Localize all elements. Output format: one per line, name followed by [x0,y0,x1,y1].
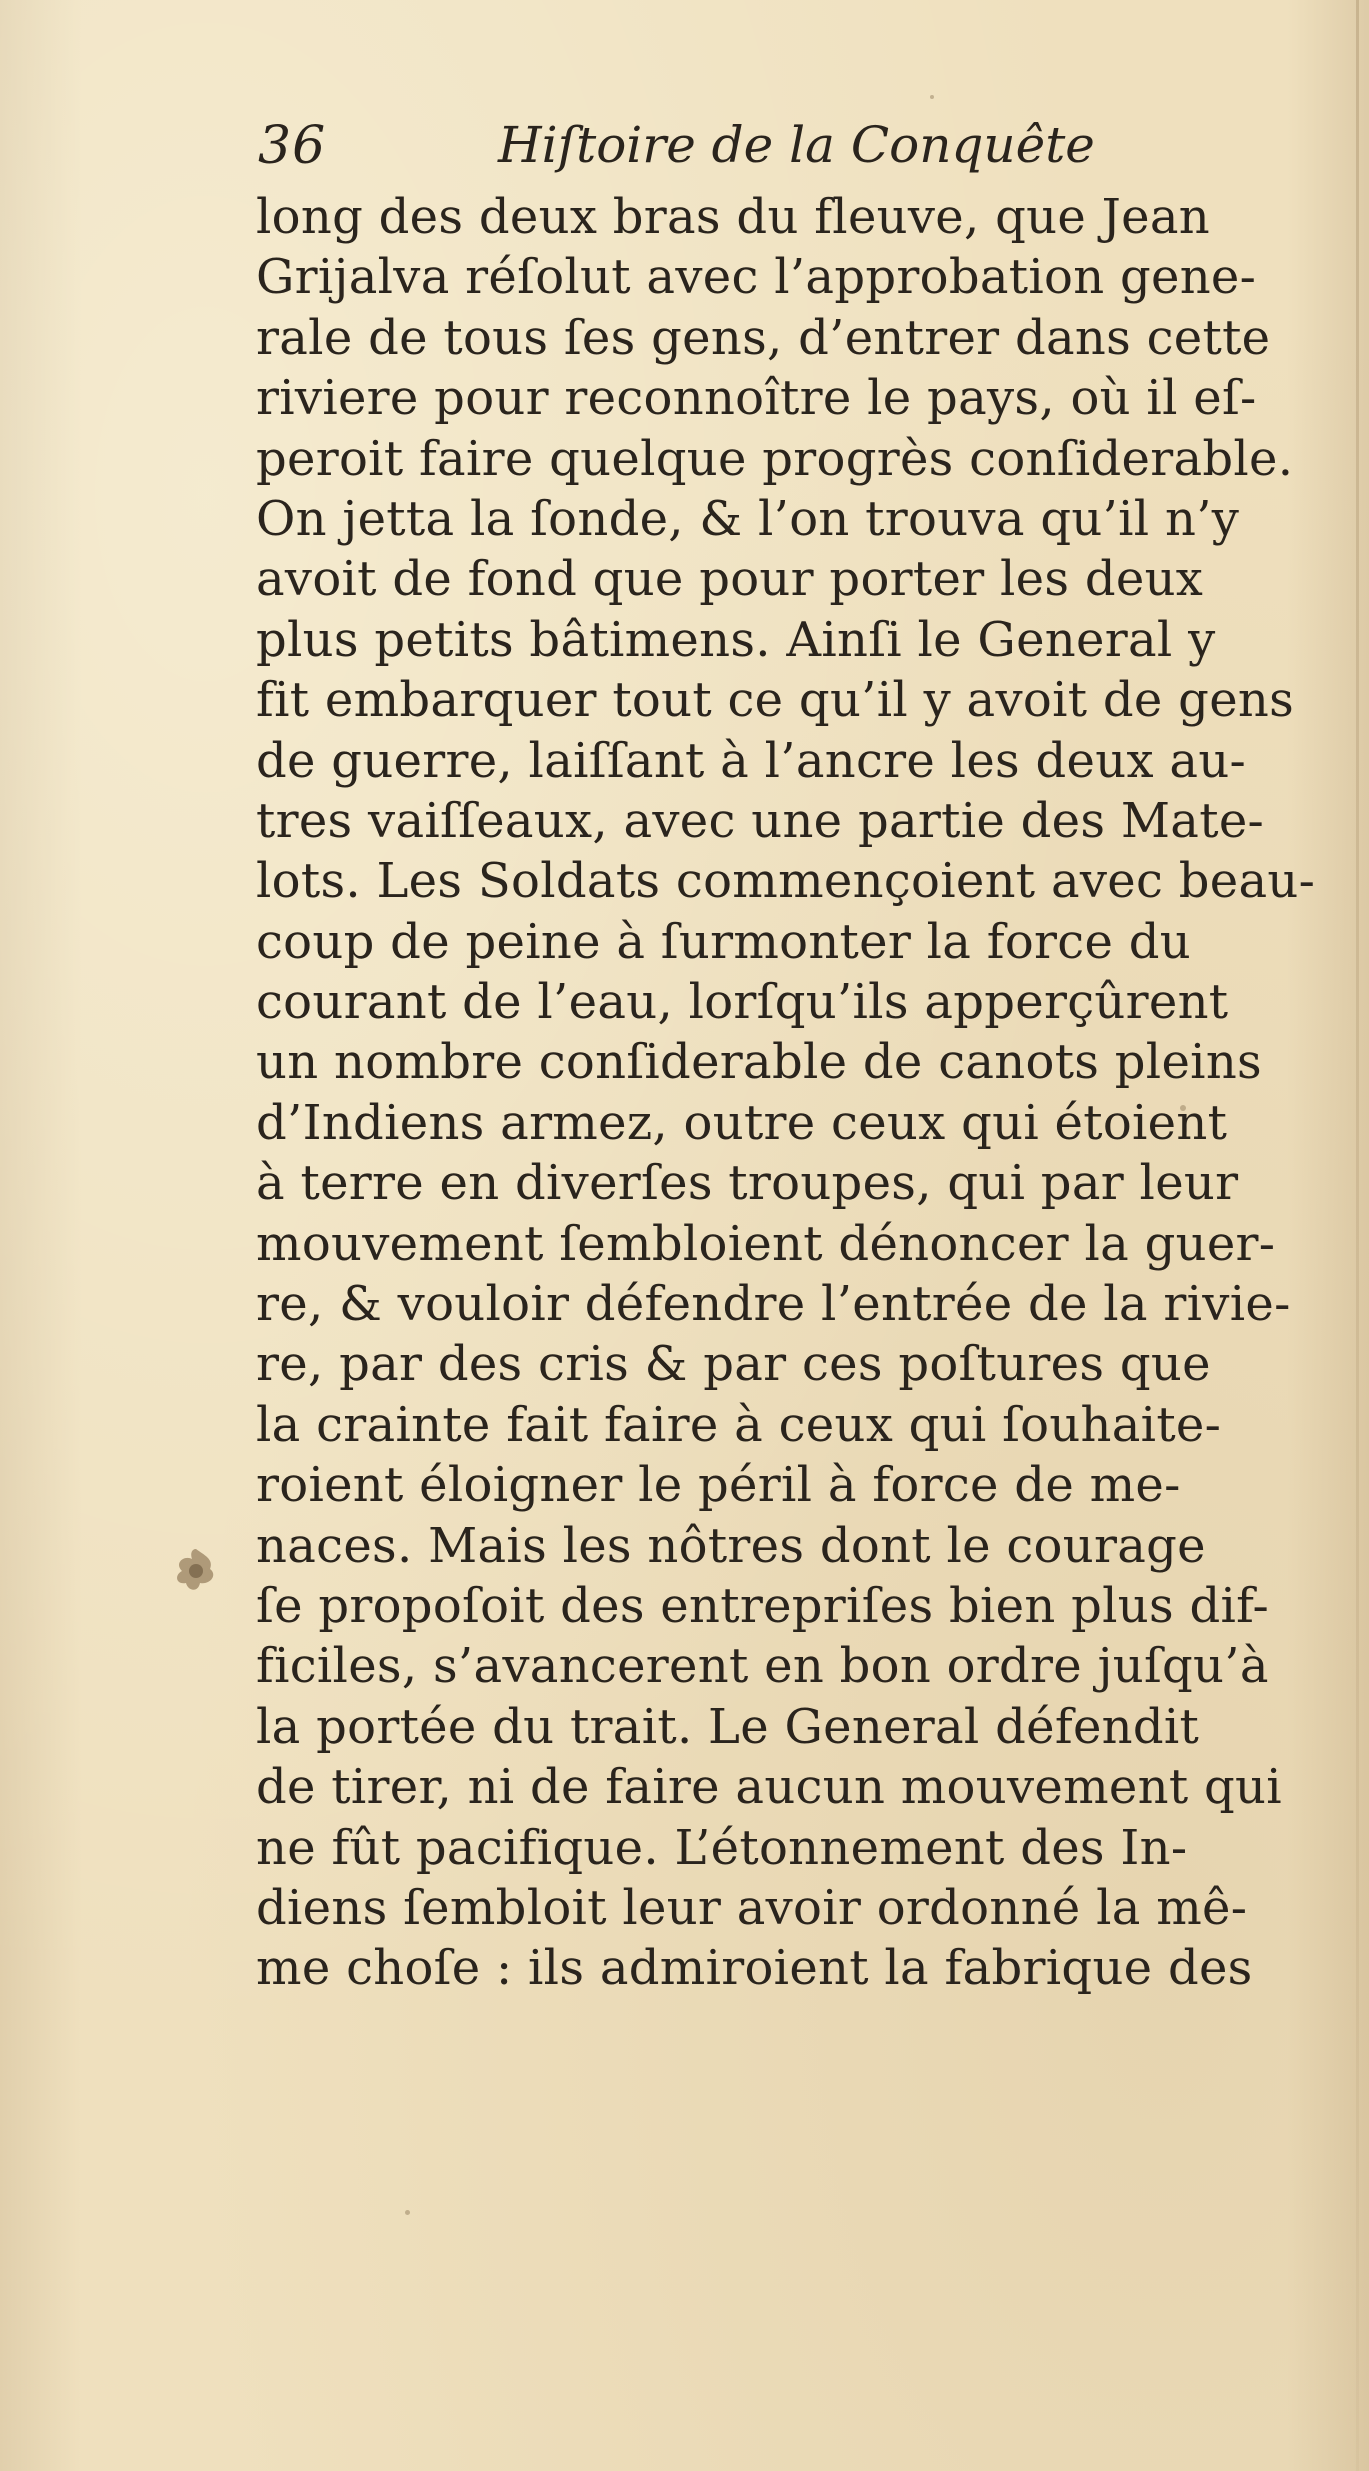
text-line: peroit faire quelque progrès conſiderable. [256,430,1294,487]
text-line: ſe propoſoit des entrepriſes bien plus dif- [256,1577,1270,1634]
text-line: re, & vouloir défendre l’entrée de la rivie- [256,1276,1291,1333]
text-line: riviere pour reconnoître le pays, où il eſ- [256,370,1257,427]
text-line: Grijalva réſolut avec l’approbation gene- [256,249,1257,306]
text-line: plus petits bâtimens. Ainſi le General y [256,611,1216,668]
text-line: ne fût pacifique. L’étonnement des In- [256,1819,1188,1876]
text-line: courant de l’eau, lorſqu’ils apperçûrent [256,974,1229,1031]
paper-speck [930,95,934,99]
text-line: de tirer, ni de faire aucun mouvement qui [256,1759,1282,1816]
page-edge-shadow [1356,0,1359,2471]
text-line: ficiles, s’avancerent en bon ordre juſqu’à [256,1638,1269,1695]
paper-speck [1180,1105,1186,1111]
text-line: tres vaiſſeaux, avec une partie des Mate- [256,792,1265,849]
text-line: un nombre conſiderable de canots pleins [256,1034,1262,1091]
text-line: rale de tous ſes gens, d’entrer dans cette [256,309,1271,366]
running-title: Hiſtoire de la Conquête [498,116,1095,174]
text-line: d’Indiens armez, outre ceux qui étoient [256,1094,1228,1151]
text-line: naces. Mais les nôtres dont le courage [256,1517,1206,1574]
text-line: fit embarquer tout ce qu’il y avoit de gens [256,672,1295,729]
text-line: re, par des cris & par ces poſtures que [256,1336,1211,1393]
ink-blot-icon [170,1545,222,1597]
text-line: de guerre, laiſſant à l’ancre les deux au- [256,732,1247,789]
text-line: la portée du trait. Le General défendit [256,1698,1200,1755]
paper-speck [405,2210,410,2215]
text-line: à terre en diverſes troupes, qui par leur [256,1155,1239,1212]
page-number: 36 [258,116,327,176]
text-line: On jetta la ſonde, & l’on trouva qu’il n’y [256,490,1240,547]
text-line: avoit de fond que pour porter les deux [256,551,1204,608]
running-head [258,112,1218,182]
text-line: me choſe : ils admiroient la fabrique des [256,1940,1253,1997]
text-line: mouvement ſembloient dénoncer la guer- [256,1215,1276,1272]
body-text [256,187,1346,1999]
text-line: roient éloigner le péril à force de me- [256,1457,1181,1514]
text-line: long des deux bras du fleuve, que Jean [256,189,1210,245]
text-line: la crainte fait faire à ceux qui ſouhaite- [256,1396,1222,1453]
text-line: coup de peine à ſurmonter la force du [256,913,1191,970]
text-line: lots. Les Soldats commençoient avec beau- [256,853,1316,910]
text-line: diens ſembloit leur avoir ordonné la mê- [256,1879,1248,1936]
